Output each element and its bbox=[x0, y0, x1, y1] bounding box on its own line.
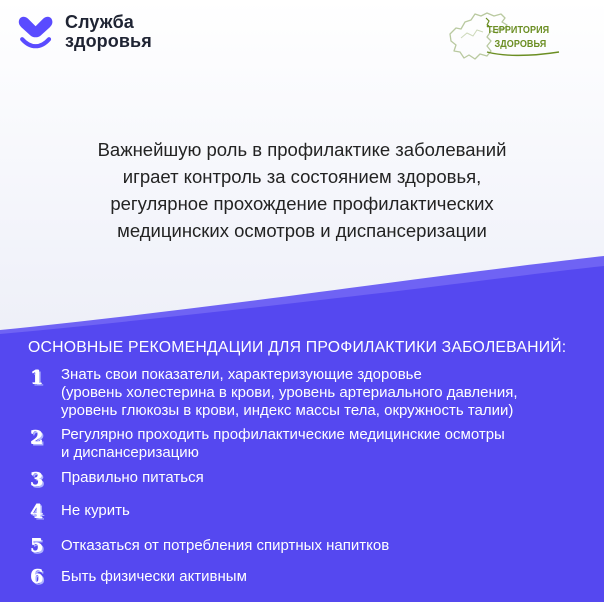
item-text bbox=[61, 469, 581, 487]
brand-name bbox=[65, 13, 152, 51]
item-number: 3 bbox=[30, 469, 44, 491]
item-line: Регулярно проходить профилактические медицинские осмотры bbox=[61, 426, 505, 443]
headline bbox=[20, 136, 584, 244]
brand-name-line2: здоровья bbox=[65, 31, 152, 51]
heart-smile-icon bbox=[18, 15, 54, 49]
item-number: 6 bbox=[30, 566, 44, 588]
item-line: (уровень холестерина в крови, уровень артериального давления, bbox=[61, 384, 518, 401]
sluzhba-zdorovya-logo bbox=[18, 13, 152, 51]
headline-line: медицинских осмотров и диспансеризации bbox=[117, 220, 487, 241]
recommendations-title: ОСНОВНЫЕ РЕКОМЕНДАЦИИ ДЛЯ ПРОФИЛАКТИКИ ЗАБОЛЕВАНИЙ: bbox=[28, 339, 567, 356]
item-line: Правильно питаться bbox=[61, 469, 204, 486]
brand-name-line1: Служба bbox=[65, 12, 134, 32]
item-text bbox=[61, 537, 581, 555]
item-number: 2 bbox=[30, 427, 44, 449]
item-text bbox=[61, 366, 581, 420]
territoriya-zdorovya-logo bbox=[447, 8, 567, 62]
item-line: Не курить bbox=[61, 502, 130, 519]
item-text bbox=[61, 426, 581, 462]
item-line: уровень глюкозы в крови, индекс массы тела, окружность талии) bbox=[61, 402, 514, 419]
item-number: 5 bbox=[30, 535, 44, 557]
item-number: 1 bbox=[30, 367, 44, 389]
headline-line: регулярное прохождение профилактических bbox=[110, 193, 494, 214]
headline-line: играет контроль за состоянием здоровья, bbox=[122, 166, 482, 187]
item-line: и диспансеризацию bbox=[61, 444, 199, 461]
item-text bbox=[61, 568, 581, 586]
territory-text bbox=[487, 23, 559, 51]
item-line: Быть физически активным bbox=[61, 568, 247, 585]
territory-line1: ТЕРРИТОРИЯ bbox=[487, 24, 550, 36]
item-line: Знать свои показатели, характеризующие здоровье bbox=[61, 366, 422, 383]
item-number: 4 bbox=[30, 501, 44, 523]
item-line: Отказаться от потребления спиртных напитков bbox=[61, 537, 390, 554]
territory-line2: ЗДОРОВЬЯ bbox=[494, 38, 547, 50]
headline-line: Важнейшую роль в профилактике заболеваний bbox=[97, 139, 507, 160]
item-text bbox=[61, 502, 581, 520]
